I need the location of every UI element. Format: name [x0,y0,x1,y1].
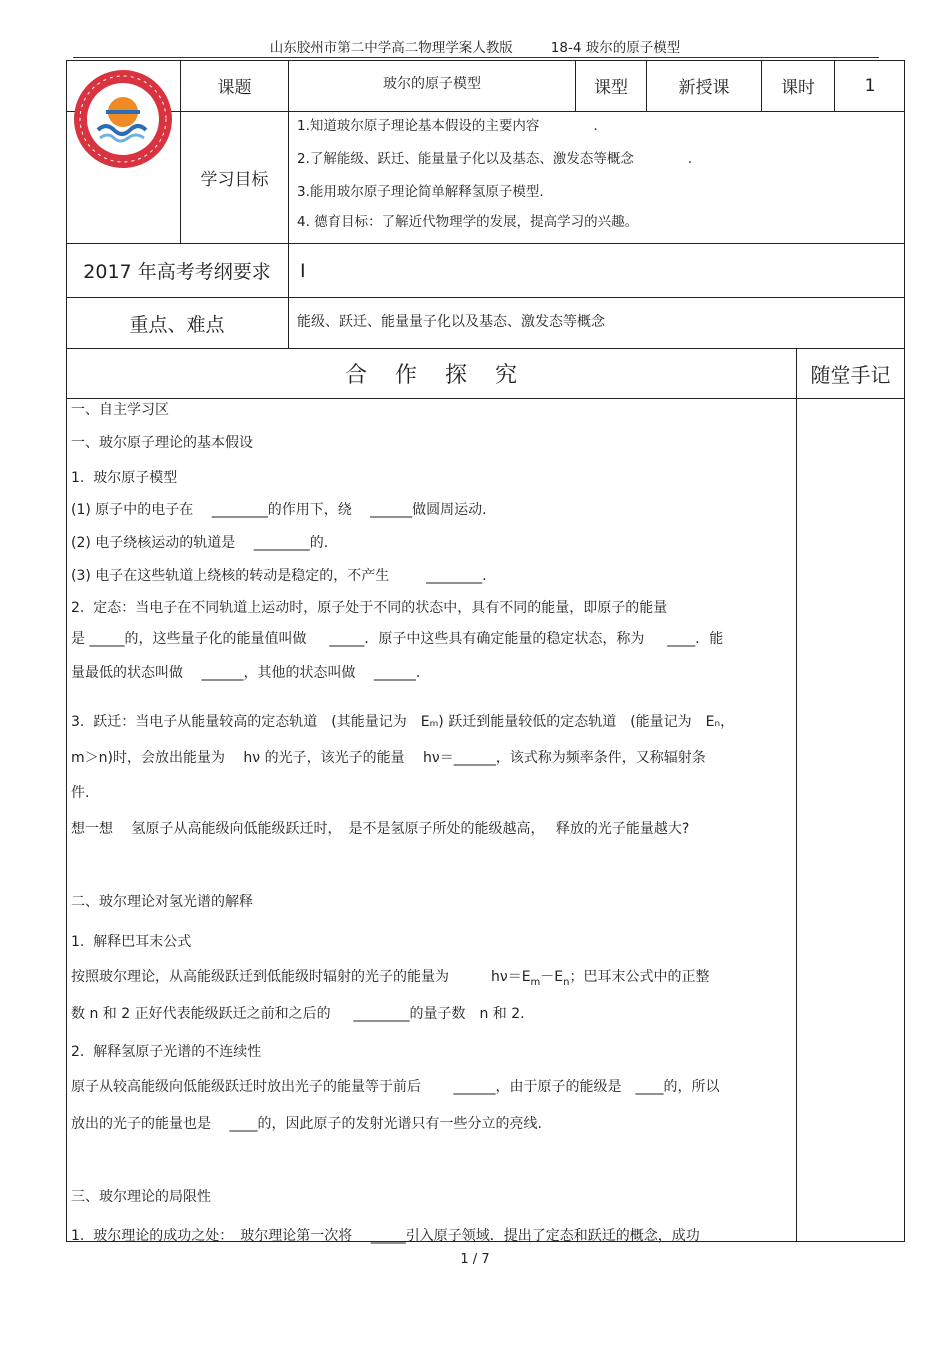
content-line: 量最低的状态叫做 ______，其他的状态叫做 ______. [71,665,421,681]
content-line: 1. 玻尔理论的成功之处： 玻尔理论第一次将 _____引入原子领域．提出了定态和跃迁的概念，成功 [71,1228,700,1244]
content-line: 一、自主学习区 [71,402,169,418]
key-value: 能级、跃迁、能量量子化以及基态、激发态等概念 [297,314,605,330]
header-rule [73,57,879,58]
content-line: 2. 定态：当电子在不同轨道上运动时，原子处于不同的状态中，具有不同的能量，即原子的能量 [71,600,668,616]
content-line: (3) 电子在这些轨道上绕核的转动是稳定的，不产生 ________. [71,568,487,584]
content-line [71,966,710,988]
school-logo [72,66,174,172]
content-text: －E [540,969,564,985]
content-line: 3. 跃迁：当电子从能量较高的定态轨道 (其能量记为 Eₘ) 跃迁到能量较低的定态轨道 (能量记为 Eₙ， [71,714,735,730]
goal-item: 1.知道玻尔原子理论基本假设的主要内容 . [297,118,598,134]
content-line: 三、玻尔理论的局限性 [71,1189,211,1205]
page-number: 1 / 7 [460,1252,490,1267]
header-lesson: 18-4 玻尔的原子模型 [550,40,681,56]
content-line: 1. 玻尔原子模型 [71,470,178,486]
content-line: 是 _____的，这些量子化的能量值叫做 _____．原子中这些具有确定能量的稳定状态，称为 ____．能 [71,631,724,647]
subscript-m: m [530,976,541,988]
notes-title: 随堂手记 [810,362,891,387]
content-line: 件. [71,785,90,801]
content-line: 2. 解释氢原子光谱的不连续性 [71,1044,262,1060]
goal-item: 4. 德育目标：了解近代物理学的发展，提高学习的兴趣。 [297,214,639,230]
content-line: 想一想 氢原子从高能级向低能级跃迁时， 是不是氢原子所处的能级越高， 释放的光子能量越大? [71,821,690,837]
type-value: 新授课 [678,78,730,98]
goal-item: 3.能用玻尔原子理论简单解释氢原子模型. [297,184,544,200]
content-line: 放出的光子的能量也是 ____的，因此原子的发射光谱只有一些分立的亮线. [71,1116,542,1132]
exam-label: 2017 年高考考纲要求 [83,261,271,283]
content-line: 数 n 和 2 正好代表能级跃迁之前和之后的 ________的量子数 n 和 2. [71,1006,525,1022]
key-label: 重点、难点 [129,313,225,336]
content-line: m＞n)时，会放出能量为 hν 的光子，该光子的能量 hν＝______，该式称为频率条件，又称辐射条 [71,750,706,766]
exam-value: Ⅰ [300,259,306,282]
content-line: 1. 解释巴耳末公式 [71,934,192,950]
page-header [0,36,950,56]
section-title: 合作探究 [344,362,545,388]
content-line: 原子从较高能级向低能级跃迁时放出光子的能量等于前后 ______，由于原子的能级是 ____的，所以 [71,1079,720,1095]
content-line: 一、玻尔原子理论的基本假设 [71,435,253,451]
type-label: 课型 [594,78,628,98]
header-school: 山东胶州市第二中学高二物理学案人教版 [269,40,513,56]
content-line: (2) 电子绕核运动的轨道是 ________的. [71,535,329,551]
topic-label: 课题 [217,78,252,98]
row-divider [66,398,905,399]
hours-label: 课时 [781,78,815,98]
content-text: ；巴耳末公式中的正整 [569,969,710,985]
content-text: 按照玻尔理论，从高能级跃迁到低能级时辐射的光子的能量为 hν＝E [71,969,531,985]
col-divider [796,348,797,1242]
goal-item: 2.了解能级、跃迁、能量量子化以及基态、激发态等概念 . [297,151,693,167]
content-line: (1) 原子中的电子在 ________的作用下，绕 ______做圆周运动. [71,502,487,518]
content-line: 二、玻尔理论对氢光谱的解释 [71,894,253,910]
hours-value: 1 [864,75,876,96]
topic-value: 玻尔的原子模型 [383,76,481,92]
goals-label: 学习目标 [200,170,269,190]
subscript-n: n [563,976,570,988]
